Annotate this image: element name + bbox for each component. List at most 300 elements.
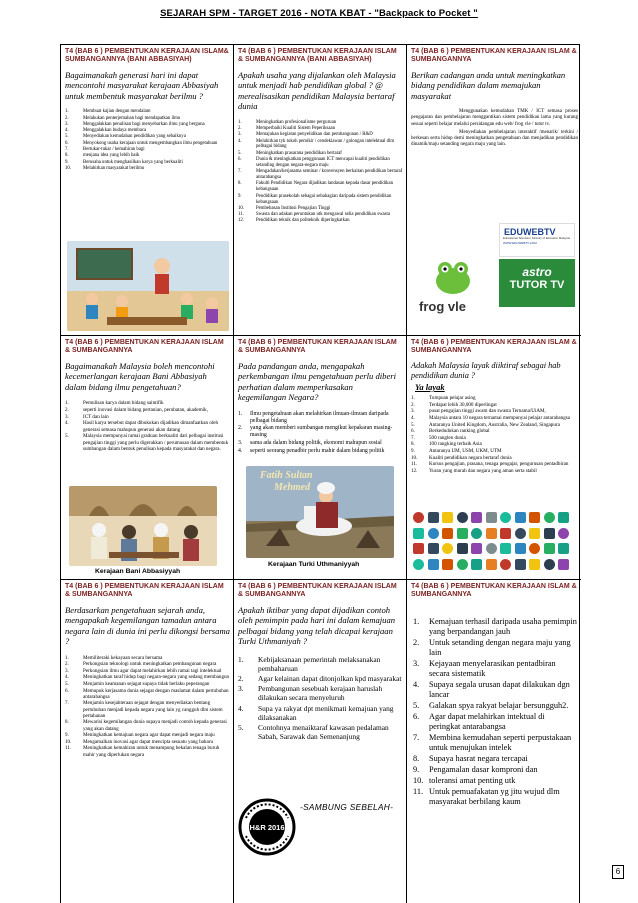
list-item: [238, 723, 403, 741]
stamp-text: H&R 2016: [249, 823, 285, 832]
paragraph: Menyediakan pembelajaran interaktif /menarik/ terkini / berkesan serta hidup demi meningkatkan pengetahuan dan menjadikan pendidikan dinamik/maju setanding negara maju yang lain.: [411, 129, 578, 148]
list-item-number: 12.: [238, 218, 244, 224]
image-caption: Kerajaan Bani Abbasiyyah: [95, 568, 181, 575]
list-item: [411, 441, 578, 447]
list-item: [65, 681, 230, 687]
eduwebtv-logo: [499, 223, 575, 257]
list-item-text: Pendidikan prasekolah sebagai sebahagian daripada sistem pendidikan kebangsaan: [256, 193, 392, 205]
notes-grid: [60, 44, 580, 903]
list-item-number: 3.: [413, 659, 420, 668]
list-item-text: Menggalakkan penulisan bagi menyebarkan ilmu yang berguna: [83, 121, 205, 127]
tutor-tv-label: TUTOR TV: [509, 279, 565, 291]
list-item-text: Melahirkan tyk tokoh pemikir / cendekiawan / golongan intelektual dlm pelbagai bidang: [256, 138, 395, 150]
list-item: [65, 400, 230, 406]
list-item-text: pusat pengajian tinggi awam dan swasta Ternama/UiAM,: [429, 408, 546, 415]
list-item: [411, 435, 578, 441]
university-logo-icon: [457, 543, 468, 554]
list-item-number: 11.: [411, 461, 418, 468]
university-logo-icon: [471, 528, 482, 539]
list-item: [238, 440, 403, 447]
list-item-number: 1.: [413, 617, 420, 626]
list-item: [65, 153, 230, 159]
list-item-number: 1.: [238, 119, 242, 125]
list-item-text: Kualiti pendidikan negara bertaraf dunia: [429, 454, 512, 461]
university-logo-icon: [515, 528, 526, 539]
list-item-text: Meningkatkan taraf hidup bagi negara-negara yang sedang membangun: [83, 674, 230, 681]
list-item: [65, 147, 230, 153]
cell-question: Pada pandangan anda, mengapakah perkembangan ilmu pengetahuan perlu diberi perhatian dalam memperkasakan kegemilangan Negara?: [238, 361, 397, 403]
list-item-text: Perkongsian ilmu agar dapat melahirkan lebih ramai tagi intelektual: [83, 667, 222, 674]
list-item: [65, 739, 230, 745]
list-item-text: Kebijaksanaan pemerintah melaksanakan pembaharuan: [258, 654, 381, 673]
university-logo-icon: [558, 528, 569, 539]
cell-r3-c2: [234, 580, 407, 903]
list-item-number: 3.: [238, 132, 242, 138]
list-item: [65, 141, 230, 147]
list-item-text: Swasta dan adakan peruntukan utk mengawal selia pendidikan swasta: [256, 212, 391, 218]
list-item: [65, 745, 230, 757]
university-logo-icon: [442, 543, 453, 554]
university-logo-icon: [544, 528, 555, 539]
list-item-number: 1.: [65, 109, 69, 115]
university-logo-icon: [529, 528, 540, 539]
university-logo-icon: [486, 559, 497, 570]
list-item-text: Dunia & meningkatkan penggunaan ICT mencapai kualiti pendidikan setanding dengan negara-negara maju: [256, 157, 390, 168]
list-item: [238, 674, 403, 683]
list-item-number: 6.: [65, 140, 69, 146]
image-title: Fatih Sultan: [260, 470, 313, 481]
list-item-text: Kursus pengajian, prasana, tenaga pengajar, pengurusan pentadbiran: [429, 461, 569, 468]
list-item-text: Melakukan penterjemahan bagi mendapatkan ilmu: [83, 115, 181, 121]
list-item-text: Berusaha untuk menghasilkan karya yang berkualiti: [83, 159, 183, 165]
university-logo-icon: [471, 559, 482, 570]
list-item: [65, 122, 230, 128]
list-item: [65, 414, 230, 420]
list-item-text: Menyokong usaha kerajaan untuk mengembangkan ilmu pengetahuan: [83, 140, 218, 146]
list-item: [413, 765, 578, 775]
university-logo-icon: [428, 543, 439, 554]
cell-question: Bagaimanakah generasi hari ini dapat mencontohi masyarakat kerajaan Abbasiyah untuk membentuk masyarakat berilmu ?: [65, 70, 219, 101]
list-item-text: ICT dan lain: [83, 413, 109, 420]
list-item-text: toleransi amat penting utk: [429, 776, 516, 785]
list-item-text: Pemulisan karya dalam bidang saintifik: [83, 400, 164, 407]
list-item-number: 5.: [65, 134, 69, 140]
list-item-number: 2.: [238, 425, 243, 432]
list-item-number: 4.: [65, 674, 69, 681]
list-item-number: 2.: [65, 115, 69, 121]
list-item-number: 10.: [238, 205, 244, 211]
list-item-number: 1.: [65, 654, 69, 661]
list-item-text: Kemajuan terhasil daripada usaha pemimpin yang berpandangan jauh: [429, 617, 577, 636]
cell-header: T4 (BAB 6 ) PEMBENTUKAN KERAJAAN ISLAM & SUMBANGANNYA: [238, 583, 397, 598]
university-logo-icon: [500, 559, 511, 570]
list-item: [238, 411, 403, 425]
university-logo-icon: [486, 543, 497, 554]
cell-header: T4 (BAB 6 ) PEMBENTUKAN KERAJAAN ISLAM & SUMBANGANNYA: [411, 339, 577, 354]
list-item: [413, 712, 578, 732]
list-item-number: 6.: [413, 712, 420, 721]
list-item-text: Agar kelainan dapat ditonjolkan kpd masyarakat: [258, 674, 402, 684]
list-item: [411, 461, 578, 467]
cell-header: T4 (BAB 6 ) PEMBENTUKAN KERAJAAN ISLAM& SUMBANGANNYA (BANI ABBASIYAH): [65, 48, 229, 63]
list-item-number: 5.: [238, 723, 244, 733]
list-item-text: Menjamin keamanan sejagat supaya tidak berlaku peperangan: [83, 681, 210, 687]
university-logo-icon: [428, 528, 439, 539]
list-item-number: 9.: [65, 159, 69, 165]
astro-tutor-tv-logo: [499, 259, 575, 307]
list-item: [65, 674, 230, 680]
list-item-text: Bertukar-tukar / kemahiran bagi: [83, 147, 145, 152]
list-item-number: 5.: [65, 681, 69, 687]
cell-header: T4 (BAB 6 ) PEMBENTUKAN KERAJAAN ISLAM & SUMBANGANNYA (BANI ABBASIYAH): [238, 48, 397, 63]
list-item-text: Memperbaiki Kualiti Sistem Peperiksaan: [256, 125, 335, 131]
list-item-text: Contohnya menaiktaraf kawasan pedalaman Sabah, Sarawak dan Semenanjung: [258, 723, 389, 742]
list-item-text: Meningkatkan prasarana pendidikan bertaraf: [256, 150, 342, 156]
list-item-number: 6.: [238, 157, 242, 163]
list-item: [413, 733, 578, 753]
list-item-text: Kejayaan menyelarasikan pentadbiran secara sistematik: [429, 659, 556, 678]
list-item-number: 2.: [65, 661, 69, 668]
list-item: [65, 700, 230, 719]
cell-r1-c2: [234, 45, 407, 336]
list-item-text: Pembebasan Institusi Pengajian Tinggi: [256, 205, 331, 211]
university-logo-icon: [529, 543, 540, 554]
list-item-text: Meningkatkan kemajuan negara agar dapat menjadi negara maju: [83, 732, 215, 739]
university-logo-icon: [486, 528, 497, 539]
list-item: [238, 139, 403, 151]
list-item-text: Tumpuan pelajar asing: [429, 395, 476, 402]
cell-r2-c1: [61, 336, 234, 580]
answer-subtitle: Ya layak: [415, 382, 445, 393]
classroom-illustration: [67, 241, 229, 331]
answer-list: [411, 617, 578, 807]
list-item-text: 500 ranglen dunia: [429, 434, 466, 441]
list-item: [238, 212, 403, 218]
list-item: [238, 132, 403, 138]
university-logo-icon: [457, 559, 468, 570]
list-item-text: menjana idea yang lebih baik: [83, 153, 140, 159]
list-item-number: 8.: [65, 719, 69, 726]
list-item: [65, 128, 230, 134]
list-item: [413, 659, 578, 679]
university-logo-icon: [428, 512, 439, 523]
list-item-number: 7.: [65, 147, 69, 152]
list-item-text: Memiliteraki kekayaan secara bersama: [83, 654, 163, 661]
list-item-number: 5.: [413, 701, 420, 710]
university-logo-icon: [442, 528, 453, 539]
hr-2016-stamp: [238, 798, 296, 856]
list-item-number: 3.: [65, 121, 69, 127]
list-item-number: 3.: [411, 408, 415, 415]
list-item-text: Membuat kajian dengan mendalam: [83, 109, 151, 115]
answer-list: [238, 411, 403, 455]
list-item-number: 7.: [238, 169, 242, 175]
cell-question: Berdasarkan pengetahuan sejarah anda, mengapakah kegemilangan tamadun antara negara lain di dunia ini perlu dikongsi bersama ?: [65, 605, 230, 647]
university-logo-icon: [500, 512, 511, 523]
list-item-number: 8.: [413, 754, 420, 763]
list-item: [65, 732, 230, 738]
page-number: 6: [612, 865, 624, 879]
list-item-text: Menggalakkan budaya membaca: [83, 128, 147, 134]
list-item-number: 2.: [65, 406, 69, 413]
list-item-number: 8.: [65, 153, 69, 159]
list-item-number: 4.: [238, 138, 242, 144]
cell-question: Apakah usaha yang dijalankan oleh Malaysia untuk menjadi hab pendidikan global ? @ merealisasikan pendidikan Malaysia bertaraf dunia: [238, 70, 396, 112]
list-item-text: Meningkatkan kemahiran untuk menampung bekalan tenaga buruh mahir yang diperlukan negara: [83, 745, 220, 758]
cell-r3-c3: [407, 580, 581, 903]
list-item-number: 10.: [411, 454, 418, 461]
list-item-number: 2.: [411, 401, 415, 408]
list-item: [65, 420, 230, 433]
image-caption: Kerajaan Turki Uthmaniyyah: [268, 561, 360, 568]
list-item-number: 4.: [238, 447, 243, 454]
list-item: [238, 181, 403, 193]
list-item-number: 9.: [413, 765, 420, 774]
list-item-text: Pembangunan sesebuah kerajaan haruslah dilakukan secara menyeluruh: [258, 684, 383, 703]
ottoman-illustration: [246, 466, 394, 558]
university-logo-icon: [413, 543, 424, 554]
list-item: [238, 151, 403, 157]
list-item-number: 8.: [411, 441, 415, 448]
university-logo-icon: [558, 559, 569, 570]
list-item-number: 11.: [65, 745, 72, 752]
list-item-number: 2.: [413, 638, 420, 647]
list-item: [238, 169, 403, 181]
eduwebtv-subtitle: Educational Television, Ministry of Education Malaysia: [503, 236, 570, 240]
university-logo-icon: [428, 559, 439, 570]
list-item: [413, 701, 578, 711]
list-item-number: 12.: [411, 467, 418, 474]
list-item-text: Malaysia antara 10 negara ternamai mempunyai pelajar antarabangsa: [429, 414, 571, 421]
university-logo-icon: [544, 543, 555, 554]
list-item-text: Supaya hasrat negara tercapai: [429, 754, 528, 763]
cell-header: T4 (BAB 6 ) PEMBENTUKAN KERAJAAN ISLAM & SUMBANGANNYA: [238, 339, 397, 354]
cell-question: Adakah Malaysia layak diiktiraf sebagai hab pendidikan dunia ?: [411, 361, 561, 380]
university-logo-icon: [558, 543, 569, 554]
list-item-number: 3.: [65, 667, 69, 674]
list-item: [65, 661, 230, 667]
cell-header: T4 (BAB 6 ) PEMBENTUKAN KERAJAAN ISLAM & SUMBANGANNYA: [411, 583, 577, 598]
list-item-number: 3.: [65, 413, 69, 420]
list-item: [411, 422, 578, 428]
list-item-number: 4.: [65, 128, 69, 134]
university-logo-icon: [413, 512, 424, 523]
list-item-number: 10.: [413, 776, 424, 785]
answer-list: [238, 655, 403, 742]
list-item-number: 6.: [411, 428, 415, 435]
list-item-number: 6.: [65, 687, 69, 694]
cell-r3-c1: [61, 580, 234, 903]
list-item: [238, 448, 403, 455]
university-logo-icon: [442, 512, 453, 523]
list-item: [238, 218, 403, 224]
list-item-number: 2.: [238, 674, 244, 684]
list-item-text: Agar dapat melahirkan intektual di peringkat antarabangsa: [429, 712, 545, 731]
list-item-number: 1.: [238, 654, 244, 664]
list-item-text: sama ada dalam bidang politik, ekonomi mahupun sosial: [250, 439, 382, 446]
list-item: [65, 655, 230, 661]
university-logo-icon: [471, 512, 482, 523]
university-logo-icon: [457, 528, 468, 539]
list-item-text: Fakulti Pendidikan Negara dijadikan landasan kepada dasar pendidikan kebangsaan: [256, 181, 394, 193]
list-item-text: Membina kemudahan seperti perpustakaan untuk menujukan intelek: [429, 733, 572, 752]
university-logo-icon: [558, 512, 569, 523]
university-logo-icon: [471, 543, 482, 554]
list-item-text: Antaranya UM, USM, UKM, UTM: [429, 447, 502, 454]
image-title: Mehmed: [274, 482, 311, 493]
list-item-text: Melahirkan masyarakat berilmu: [83, 165, 145, 171]
cell-header: T4 (BAB 6 ) PEMBENTUKAN KERAJAAN ISLAM & SUMBANGANNYA: [65, 583, 224, 598]
list-item-text: Yuran yang murah dan negara yang aman serta stabil: [429, 467, 537, 474]
university-logo-icon: [457, 512, 468, 523]
eduwebtv-url: WWW.EDUWEBTV.COM: [503, 241, 537, 246]
university-logo-icon: [544, 559, 555, 570]
answer-list: [65, 655, 230, 758]
list-item-text: Terdapat lebih 30,000 diperlingat: [429, 401, 497, 408]
list-item: [65, 116, 230, 122]
list-item-number: 3.: [238, 684, 244, 694]
list-item-text: Ilmu pengetahuan akan melahirkan ilmuan-ilmuan daripada pelbagai bidang: [250, 410, 389, 424]
answer-list: [238, 120, 403, 225]
list-item-number: 4.: [238, 703, 244, 713]
list-item: [238, 126, 403, 132]
list-item-text: Mengadakan/kerjasama seminar / konvensyen berkaitan pendidikan bertaraf antarabangsa: [256, 169, 403, 181]
list-item-text: Mewarisi kegemilangan dunia supaya menjadi contoh kepada generasi yang akan datang: [83, 719, 227, 732]
cell-r2-c3: [407, 336, 581, 580]
university-logo-icon: [413, 559, 424, 570]
list-item-text: Memajukan kegiatan penyelidikan dan pembangunan / R&D: [256, 132, 373, 138]
list-item: [238, 425, 403, 439]
list-item-text: Menyediakan kemudahan pendidikan yang sebaiknya: [83, 134, 186, 140]
list-item-number: 11.: [413, 787, 424, 796]
cell-r2-c2: [234, 336, 407, 580]
answer-list: [411, 395, 578, 474]
list-item-number: 5.: [411, 421, 415, 428]
list-item: [413, 787, 578, 807]
list-item-text: Memupuk kerjasama dunia sejagat dengan maslamat dalam pertubuhan antarabangsa: [83, 687, 229, 700]
answer-list: [65, 109, 230, 172]
list-item: [411, 415, 578, 421]
list-item-text: Galakan spya rakyat belajar bersungguh2.: [429, 701, 569, 710]
list-item-number: 8.: [238, 181, 242, 187]
list-item-number: 2.: [238, 125, 242, 131]
list-item-number: 5.: [238, 150, 242, 156]
list-item-text: Perkongsian teknologi untuk meningkatkan pembangunan negara: [83, 661, 217, 668]
university-logo-icon: [544, 512, 555, 523]
list-item-text: Pendidikan teknik dan politeknik diperingkatkan: [256, 218, 350, 224]
list-item-number: 7.: [65, 700, 69, 707]
list-item: [411, 455, 578, 461]
list-item: [413, 638, 578, 658]
eduwebtv-name: EDUWEBTV: [504, 227, 556, 237]
list-item: [65, 160, 230, 166]
list-item: [238, 206, 403, 212]
frog-vle-logo: [413, 257, 493, 327]
list-item-number: 10.: [65, 165, 71, 171]
university-logos: [413, 512, 573, 576]
list-item: [65, 134, 230, 140]
list-item: [413, 754, 578, 764]
cell-question: Berikan cadangan anda untuk meningkatkan bidang pendidikan dalam memajukan masyarakat: [411, 70, 566, 101]
list-item: [411, 408, 578, 414]
list-item-text: Hasil karya tersebut dapat dibukukan dijadikan dimanfaatkan oleh generasi semasa mahupun generasi akan datang: [83, 420, 219, 433]
paragraph: Menggunakan kemudahan TMK / ICT semasa proses pengajaran dan pembelajaran menggantikan sistem pendidikan lama yang kurang sesuai seperti belajar melalui persidangan edu web/ frog vle / tutor tv.: [411, 109, 578, 127]
list-item: [238, 684, 403, 702]
cell-question: Apakah iktibar yang dapat dijadikan contoh oleh pemimpin pada hari ini dalam kemajuan pelbagai bidang yang telah dicapai kerajaan Turki Uthmaniyah ?: [238, 605, 396, 647]
list-item-text: Supaya segala urusan dapat dilakukan dgn lancar: [429, 680, 570, 699]
list-item-text: Menjamin kesejahteraan sejagat dengan menyediakan bentang pertubuhan menjadi kepada negara yang lain yg cangguh dlm sistem pertahanan: [83, 700, 223, 719]
list-item: [413, 617, 578, 637]
answer-list: [65, 400, 230, 452]
list-item-number: 9.: [411, 447, 415, 454]
list-item-text: Antaranya United Kingdom, Australia, New Zealand, Singapura: [429, 421, 560, 428]
list-item: [65, 688, 230, 700]
list-item-text: yang akan memberi sumbangan mengikut kepakaran masing-masing: [250, 425, 393, 439]
frog-vle-label: frog vle: [419, 299, 466, 314]
list-item-number: 5.: [65, 433, 69, 440]
list-item-text: seperti inovasi dalam bidang pertanian, perubatan, akademik,: [83, 406, 208, 413]
university-logo-icon: [500, 528, 511, 539]
list-item: [238, 655, 403, 673]
list-item-number: 4.: [65, 420, 69, 427]
list-item: [65, 109, 230, 115]
list-item-text: Untuk setanding dengan negara maju yang lain: [429, 638, 571, 657]
list-item-number: 1.: [65, 400, 69, 407]
list-item: [238, 157, 403, 169]
list-item: [411, 402, 578, 408]
list-item-text: Berkedudukan ranking global: [429, 428, 490, 435]
list-item: [411, 468, 578, 474]
university-logo-icon: [529, 512, 540, 523]
list-item-number: 3.: [238, 439, 243, 446]
cell-r1-c1: [61, 45, 234, 336]
list-item-number: 4.: [411, 414, 415, 421]
list-item-text: Meningkatkan profesionalisme perguruan: [256, 119, 337, 125]
list-item: [238, 704, 403, 722]
list-item-number: 11.: [238, 212, 244, 218]
university-logo-icon: [515, 512, 526, 523]
list-item-text: Untuk pemuafakatan yg jitu wujud dlm masyarakat berbilang kaum: [429, 787, 560, 806]
list-item-text: seperti seorang penadbir perlu mahir dalam bidang politik: [250, 447, 385, 454]
list-item-text: 100 rangking terbaik Asia: [429, 441, 482, 448]
list-item: [411, 395, 578, 401]
list-item: [411, 428, 578, 434]
university-logo-icon: [515, 559, 526, 570]
astro-label: astro: [522, 265, 552, 279]
list-item-number: 10.: [65, 738, 72, 745]
cell-r1-c3: [407, 45, 581, 336]
page-title: SEJARAH SPM - TARGET 2016 - NOTA KBAT - "Backpack to Pocket ": [160, 8, 478, 19]
list-item: [65, 433, 230, 452]
list-item-number: 9.: [238, 193, 242, 199]
list-item-number: 7.: [413, 733, 420, 742]
continued-note: -SAMBUNG SEBELAH-: [300, 802, 394, 812]
list-item-text: Supa ya rakyat dpt menikmati kemajuan yang dilaksanakan: [258, 703, 394, 722]
university-logo-icon: [413, 528, 424, 539]
university-logo-icon: [500, 543, 511, 554]
list-item-number: 1.: [238, 410, 243, 417]
university-logo-icon: [486, 512, 497, 523]
university-logo-icon: [529, 559, 540, 570]
list-item: [65, 719, 230, 731]
list-item: [65, 166, 230, 172]
cell-question: Bagaimanakah Malaysia boleh mencontohi kecemerlangan kerajaan Bani Abbasiyah dalam bidang ilmu pengetahuan?: [65, 361, 215, 392]
university-logo-icon: [515, 543, 526, 554]
list-item-text: Malaysia mempunyai ramai graduan berkualiti dari pelbagai institusi pengajian tinggi yang perlu digerakkan / perumusan dalam membentuk sumbangan dalam bentuk penulisan kepada masyarakat dan negara.: [83, 433, 229, 452]
list-item-number: 1.: [411, 395, 415, 402]
list-item: [413, 680, 578, 700]
list-item-number: 7.: [411, 434, 415, 441]
